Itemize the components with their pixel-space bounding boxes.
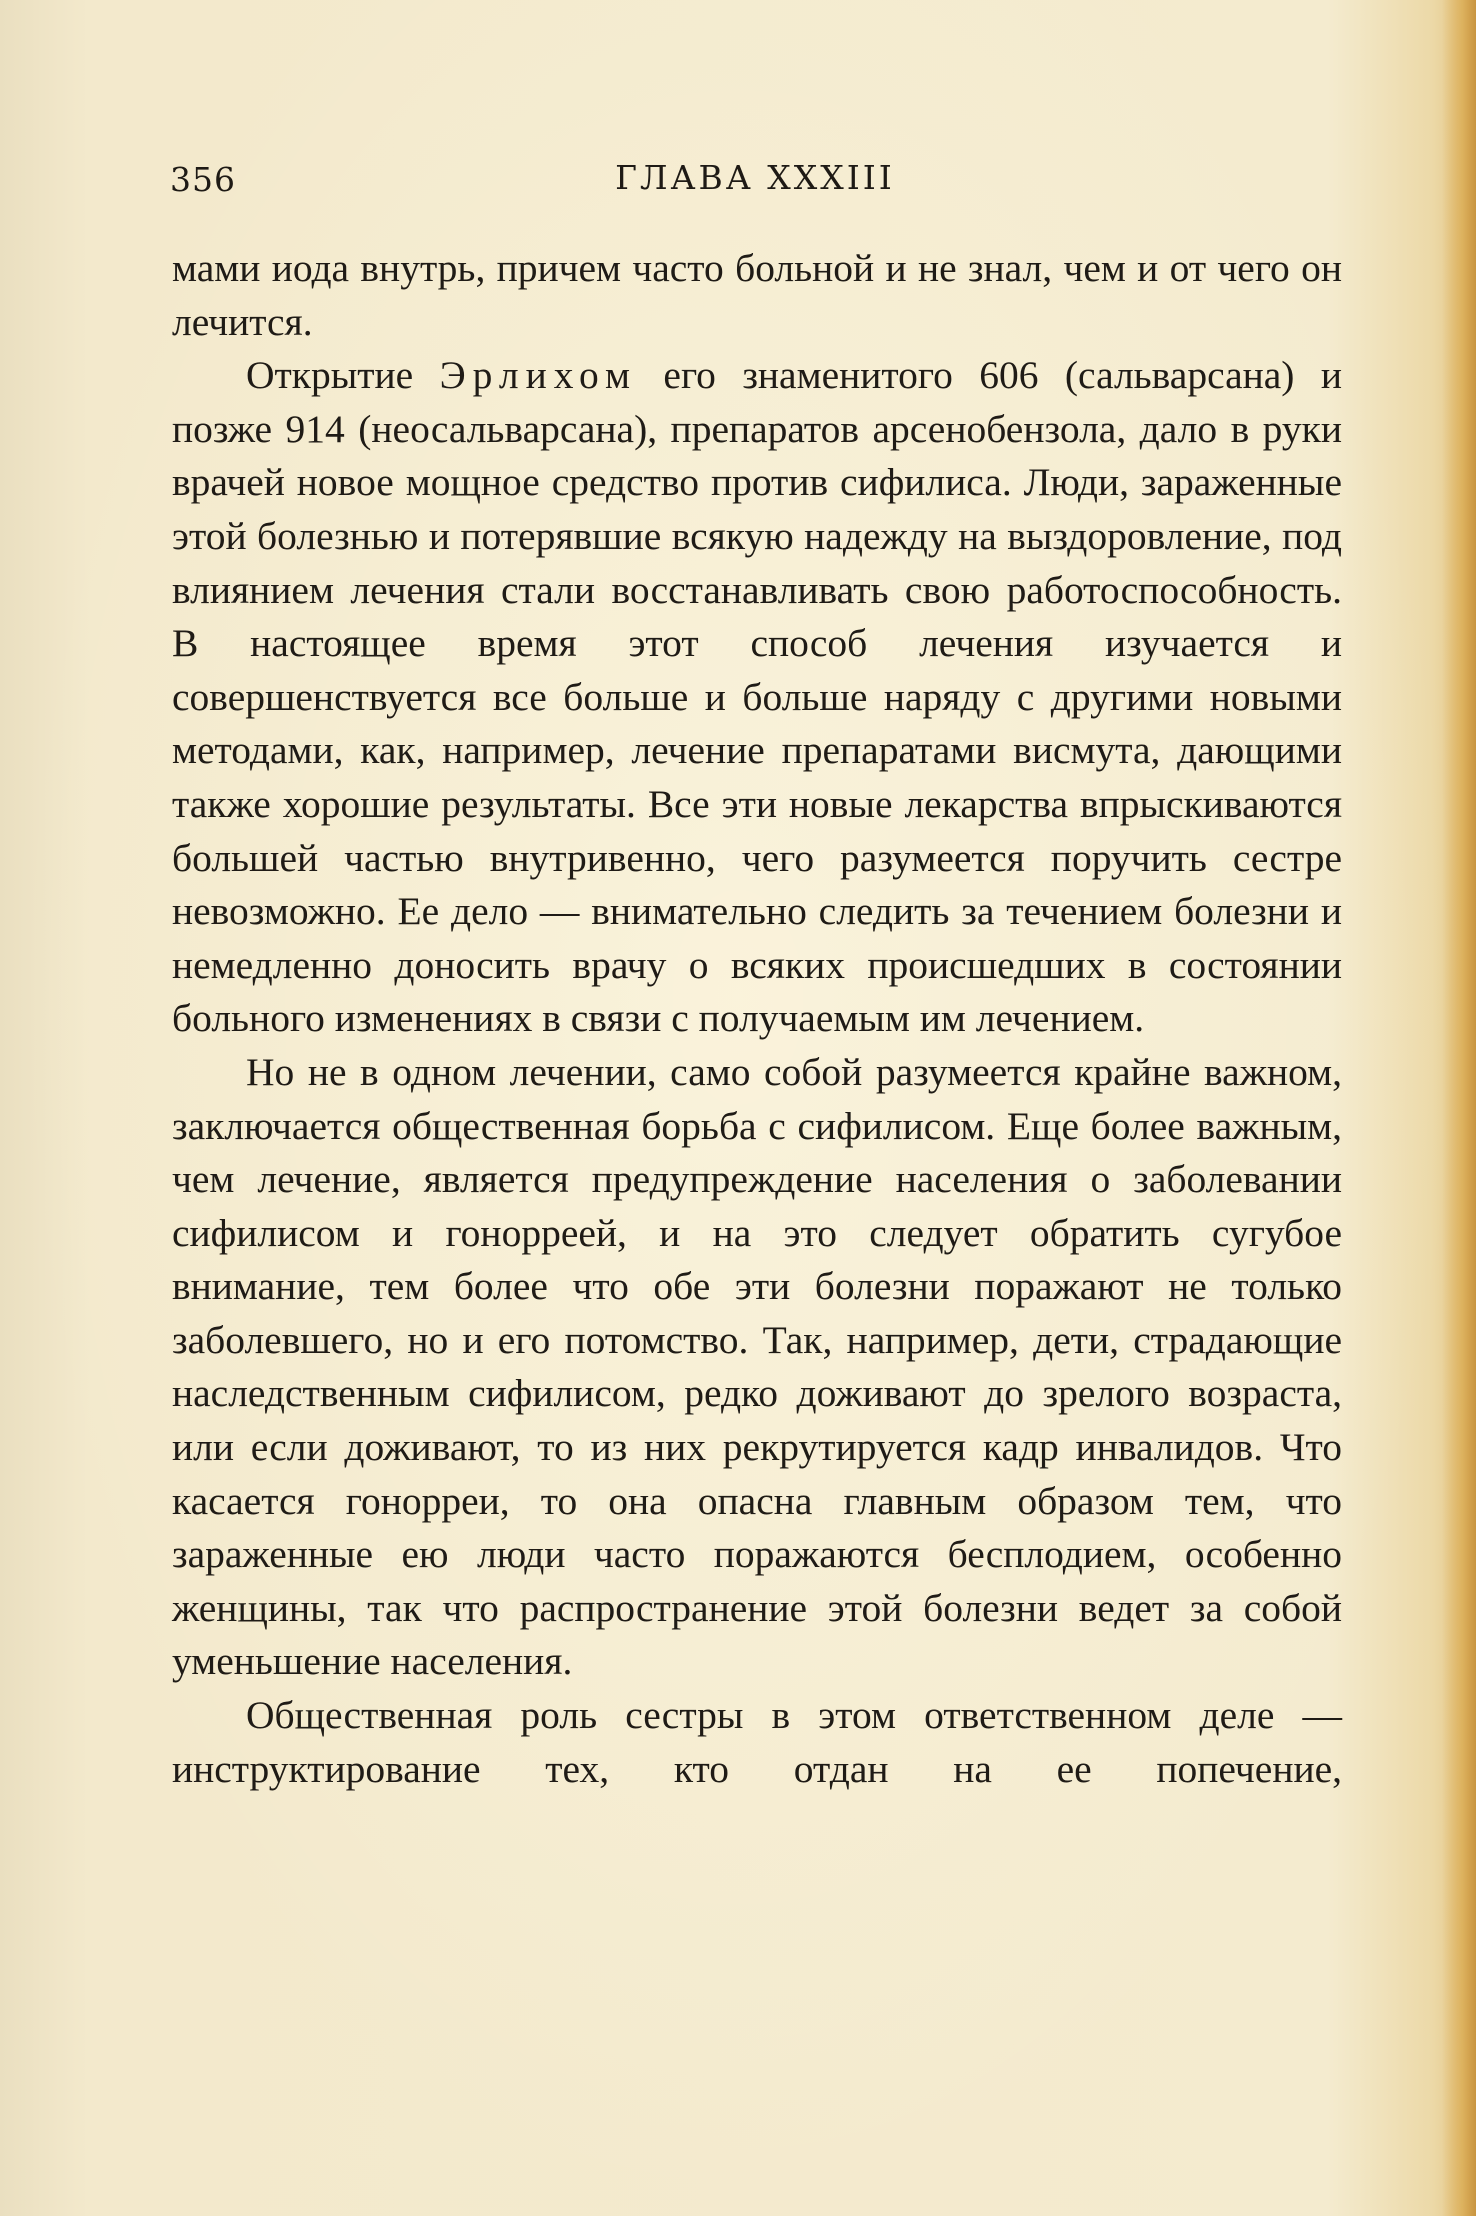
- emphasized-name: Эрлихом: [439, 353, 638, 398]
- body-text: [172, 242, 1342, 1796]
- paragraph-2-rest: его знаменитого 606 (сальварсана) и позже 914 (неосальварсана), препаратов арсенобензола, дало в руки врачей новое мощное средство против сифилиса. Люди, зараженные этой болезнью и потерявшие всякую надежду на выздоровление, под влиянием лечения стали восстанавливать свою работоспособность. В настоящее время этот способ лечения изучается и совершенствуется все больше и больше наряду с другими новыми методами, как, например, лечение препаратами висмута, дающими также хорошие результаты. Все эти новые лекарства впрыскиваются большей частью внутривенно, чего разумеется поручить сестре невозможно. Ее дело — внимательно следить за течением болезни и немедленно доносить врачу о всяких происшедших в состоянии больного изменениях в связи с получаемым им лечением.: [172, 353, 1343, 1041]
- chapter-title: ГЛАВА XXXIII: [615, 158, 895, 197]
- paragraph-4: Общественная роль сестры в этом ответственном деле — инструктирование тех, кто отдан на ее попечение,: [172, 1693, 1342, 1791]
- paragraph-1: мами иода внутрь, причем часто больной и не знал, чем и от чего он лечится.: [172, 246, 1342, 344]
- paragraph-2: [172, 349, 1342, 1046]
- running-header: [170, 150, 1340, 210]
- page-number: 356: [170, 160, 236, 199]
- paragraph-3: Но не в одном лечении, само собой разумеется крайне важном, заключается общественная борьба с сифилисом. Еще более важным, чем лечение, является предупреждение населения о заболевании сифилисом и гонорреей, и на это следует обратить сугубое внимание, тем более что обе эти болезни поражают не только заболевшего, но и его потомство. Так, например, дети, страдающие наследственным сифилисом, редко доживают до зрелого возраста, или если доживают, то из них рекрутируется кадр инвалидов. Что касается гонорреи, то она опасна главным образом тем, что зараженные ею люди часто поражаются бесплодием, особенно женщины, так что распространение этой болезни ведет за собой уменьшение населения.: [172, 1049, 1342, 1684]
- page-edge-stain: [1442, 0, 1476, 2216]
- paragraph-2-start: Открытие: [246, 353, 440, 398]
